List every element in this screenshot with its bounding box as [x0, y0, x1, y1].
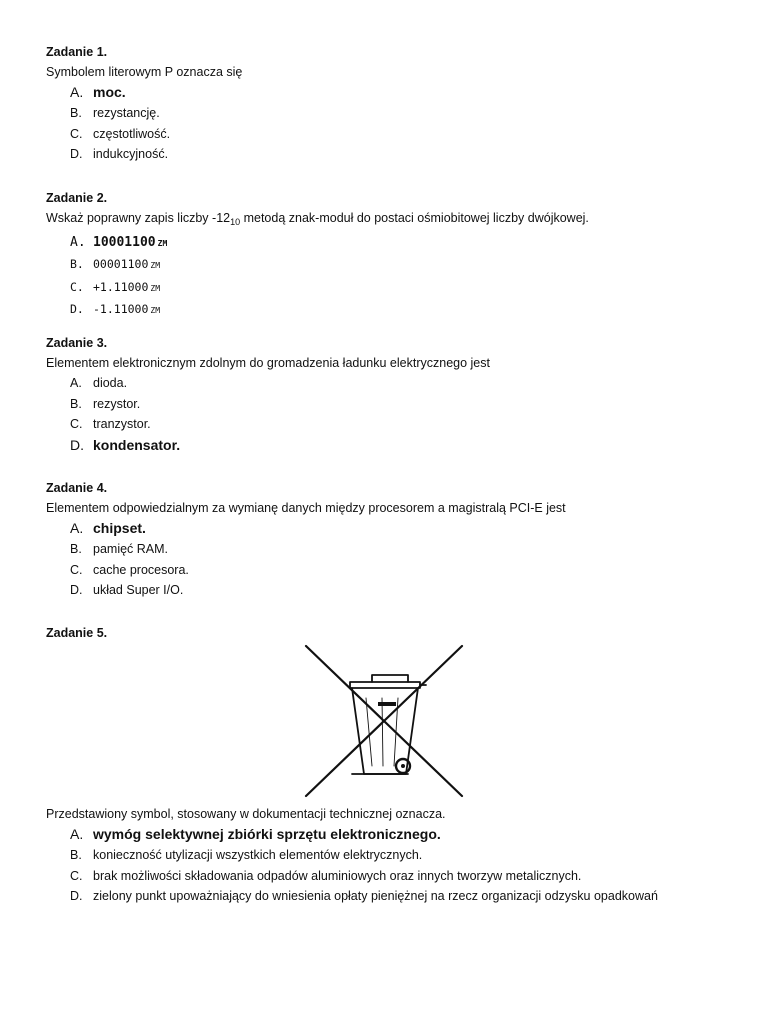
question-5-option-d[interactable] — [46, 886, 736, 907]
question-3-text: Elementem elektronicznym zdolnym do gromadzenia ładunku elektrycznego jest — [46, 356, 490, 370]
question-5 — [46, 623, 736, 643]
option-text: brak możliwości składowania odpadów aluminiowych oraz innych tworzyw metalicznych. — [93, 868, 582, 883]
option-text: wymóg selektywnej zbiórki sprzętu elektronicznego. — [93, 826, 441, 842]
option-text: pamięć RAM. — [93, 542, 169, 556]
option-letter: A. — [70, 376, 82, 390]
question-2-title: Zadanie 2. — [46, 191, 108, 205]
question-4 — [46, 478, 736, 601]
question-4-option-a[interactable] — [46, 518, 736, 539]
option-subscript: ZM — [150, 261, 161, 270]
question-3-option-d[interactable] — [46, 435, 736, 456]
question-4-text: Elementem odpowiedzialnym za wymianę danych między procesorem a magistralą PCI-E jest — [46, 501, 566, 515]
question-2-text-before: Wskaż poprawny zapis liczby -12 — [46, 211, 231, 225]
question-1-option-a[interactable] — [46, 82, 736, 103]
question-3-option-a[interactable] — [46, 373, 736, 394]
question-5-option-b[interactable] — [46, 845, 736, 866]
question-5-options — [46, 824, 736, 907]
option-text: chipset. — [93, 520, 146, 536]
option-text: -1.11000 — [93, 302, 149, 316]
option-subscript: ZM — [150, 306, 161, 315]
option-text: 10001100 — [93, 235, 156, 250]
option-text: indukcyjność. — [93, 147, 169, 161]
question-2 — [46, 188, 736, 322]
option-text: zielony punkt upoważniający do wniesienia opłaty pieniężnej na rzecz organizacji odzysku opadkowań — [93, 889, 658, 903]
question-5-text: Przedstawiony symbol, stosowany w dokumentacji technicznej oznacza. — [46, 807, 446, 821]
option-letter: B. — [70, 106, 82, 120]
option-letter: D. — [70, 302, 84, 316]
question-4-option-c[interactable] — [46, 560, 736, 581]
question-2-option-b[interactable] — [46, 254, 736, 277]
option-text: częstotliwość. — [93, 126, 171, 141]
option-letter: A. — [70, 84, 84, 100]
option-letter: C. — [70, 279, 84, 294]
question-1-text: Symbolem literowym P oznacza się — [46, 65, 243, 79]
question-3 — [46, 333, 736, 456]
question-5-option-a[interactable] — [46, 824, 736, 845]
question-4-option-d[interactable] — [46, 580, 736, 601]
option-letter: D. — [70, 889, 83, 903]
option-letter: C. — [70, 562, 83, 577]
option-letter: C. — [70, 417, 83, 431]
option-text: rezystancję. — [93, 106, 160, 120]
question-5-body — [46, 804, 736, 907]
option-text: konieczność utylizacji wszystkich elementów elektrycznych. — [93, 848, 423, 862]
question-1-option-b[interactable] — [46, 103, 736, 124]
option-letter: D. — [70, 436, 84, 453]
option-subscript: ZM — [157, 239, 168, 248]
option-letter: B. — [70, 542, 82, 556]
question-4-title: Zadanie 4. — [46, 481, 108, 495]
question-1-title: Zadanie 1. — [46, 45, 108, 59]
option-text: moc. — [93, 84, 126, 100]
option-letter: C. — [70, 126, 83, 141]
option-letter: A. — [70, 826, 84, 842]
crossed-out-wheelie-bin-icon — [302, 642, 466, 800]
option-letter: B. — [70, 257, 84, 271]
option-letter: D. — [70, 147, 83, 161]
option-letter: D. — [70, 583, 83, 597]
question-2-option-a[interactable] — [46, 232, 736, 254]
option-letter: A. — [70, 520, 84, 536]
option-letter: A. — [70, 235, 86, 250]
option-text: +1.11000 — [93, 279, 149, 294]
question-1-options — [46, 82, 736, 165]
question-3-option-c[interactable] — [46, 414, 736, 435]
question-2-option-d[interactable] — [46, 299, 736, 322]
question-2-text-after: metodą znak-moduł do postaci ośmiobitowej liczby dwójkowej. — [240, 211, 589, 225]
option-letter: B. — [70, 848, 82, 862]
question-2-text-subscript: 10 — [230, 217, 241, 227]
option-text: rezystor. — [93, 396, 141, 411]
option-text: cache procesora. — [93, 562, 189, 577]
question-3-title: Zadanie 3. — [46, 336, 108, 350]
option-text: tranzystor. — [93, 417, 151, 431]
question-4-option-b[interactable] — [46, 539, 736, 560]
question-3-options — [46, 373, 736, 456]
option-subscript: ZM — [150, 283, 161, 293]
option-text: dioda. — [93, 376, 128, 390]
question-3-option-b[interactable] — [46, 394, 736, 415]
question-2-text — [46, 208, 736, 232]
question-5-title: Zadanie 5. — [46, 626, 108, 640]
question-1-option-c[interactable] — [46, 124, 736, 145]
option-text: układ Super I/O. — [93, 583, 184, 597]
question-2-option-c[interactable] — [46, 277, 736, 300]
question-4-options — [46, 518, 736, 601]
question-1-option-d[interactable] — [46, 144, 736, 165]
option-text: kondensator. — [93, 436, 181, 453]
option-text: 00001100 — [93, 257, 149, 271]
option-letter: B. — [70, 396, 82, 411]
question-2-options — [46, 232, 736, 322]
question-5-option-c[interactable] — [46, 866, 736, 887]
option-letter: C. — [70, 868, 83, 883]
question-1 — [46, 42, 736, 165]
